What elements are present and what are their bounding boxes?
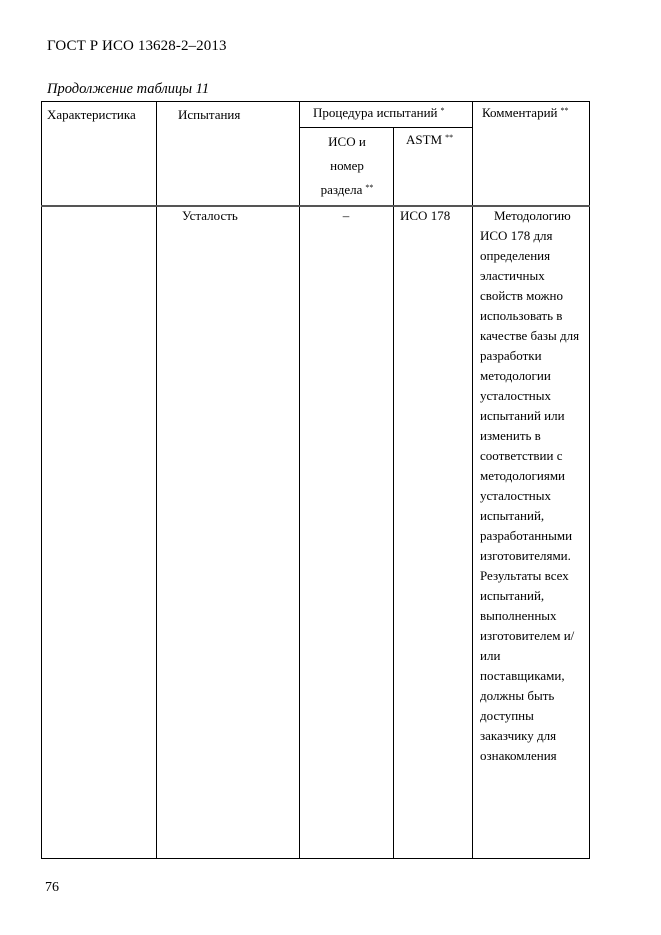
header-comment-mark: ** xyxy=(560,106,569,115)
col-sep-3 xyxy=(393,127,394,859)
table-bottom-border xyxy=(41,858,590,859)
header-iso-line1: ИСО и xyxy=(328,134,366,149)
document-header: ГОСТ Р ИСО 13628-2–2013 xyxy=(47,38,227,54)
table-right-border xyxy=(589,101,590,859)
header-comment-label: Комментарий xyxy=(482,105,558,120)
header-iso xyxy=(302,130,392,202)
header-astm xyxy=(406,130,453,150)
table-top-border xyxy=(41,101,590,102)
page-number: 76 xyxy=(45,880,59,895)
header-tests: Испытания xyxy=(178,107,241,122)
header-iso-mark: ** xyxy=(365,183,374,192)
row-test: Усталость xyxy=(182,208,238,223)
row-iso: – xyxy=(342,208,350,223)
header-procedure-label: Процедура испытаний xyxy=(313,105,438,120)
row-astm: ИСО 178 xyxy=(400,208,451,223)
header-astm-mark: ** xyxy=(445,133,454,142)
header-iso-line2: номер xyxy=(330,158,364,173)
header-procedure-mark: * xyxy=(440,106,445,115)
table-left-border xyxy=(41,101,42,859)
col-sep-1 xyxy=(156,101,157,859)
table-caption: Продолжение таблицы 11 xyxy=(47,81,210,97)
header-iso-line3: раздела xyxy=(320,182,363,197)
header-procedure xyxy=(313,103,444,123)
header-comment xyxy=(482,103,568,123)
procedure-sub-line xyxy=(299,127,473,128)
row-comment: Методологию ИСО 178 для определения эластичных свойств можно использовать в качестве базы для разработки методологии усталостных испытаний или изменить в соответствии с методологиями усталостных испытаний, разработанными изготовителями. Результаты всех испытаний, выполненных изготовителем и/или поставщиками, должны быть доступны заказчику для ознакомления xyxy=(480,208,580,763)
header-astm-label: ASTM xyxy=(406,132,443,147)
header-characteristic: Характеристика xyxy=(47,107,136,122)
col-sep-4 xyxy=(472,101,473,859)
header-iso-line3-wrap xyxy=(302,178,392,202)
